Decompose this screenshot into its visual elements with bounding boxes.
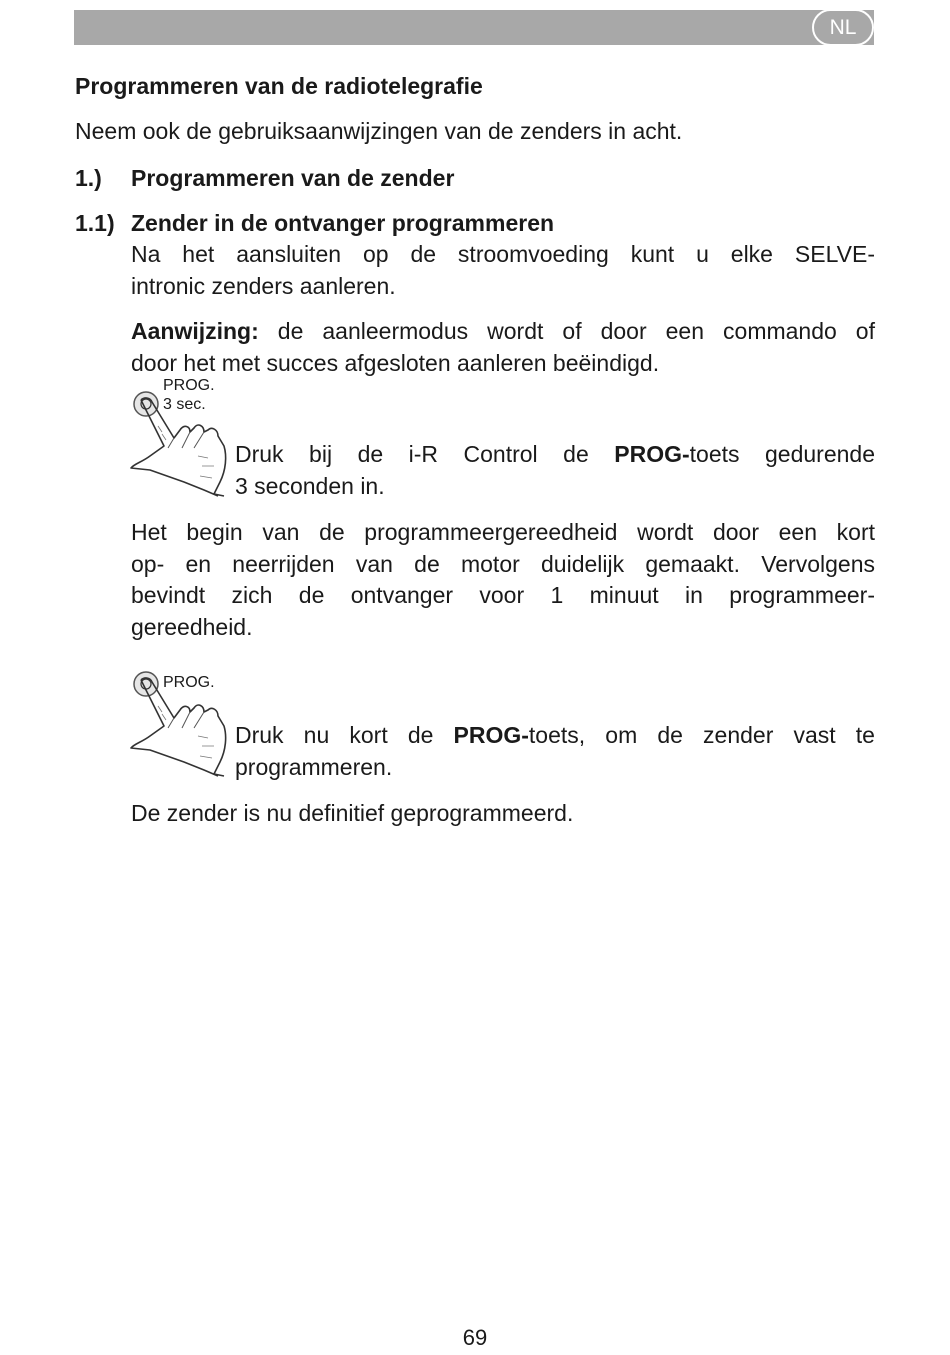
figure1-label-prog: PROG. <box>163 377 215 394</box>
note-line1-text: de aanleermodus wordt of door een commando of <box>258 318 875 344</box>
step11-line2: intronic zenders aanleren. <box>131 272 396 299</box>
instruction2-line1 <box>235 720 875 752</box>
instruction1-post: toets gedurende <box>689 441 875 467</box>
step11-number: 1.1) <box>75 210 115 236</box>
page-number: 69 <box>462 1325 488 1350</box>
figure2-label-prog: PROG. <box>163 674 215 691</box>
note-line1 <box>131 316 875 348</box>
instruction1 <box>235 439 875 502</box>
language-badge: NL <box>812 9 874 46</box>
instruction2-line2: programmeren. <box>235 753 393 780</box>
final-statement: De zender is nu definitief geprogrammeerd. <box>131 800 574 826</box>
note-line2: door het met succes afgesloten aanleren beëindigd. <box>131 349 660 376</box>
instruction2-post: toets, om de zender vast te <box>528 722 875 748</box>
step1-number: 1.) <box>75 165 102 191</box>
instruction1-bold: PROG- <box>614 441 690 467</box>
para2-line1: Het begin van de programmeergereedheid wordt door een kort <box>131 519 875 545</box>
para2-line2: op- en neerrijden van de motor duidelijk gemaakt. Vervolgens <box>131 550 875 577</box>
para2 <box>131 517 875 643</box>
step1-title: Programmeren van de zender <box>131 165 455 191</box>
instruction2-pre: Druk nu kort de <box>235 722 454 748</box>
step11-body <box>131 239 875 302</box>
intro-text: Neem ook de gebruiksaanwijzingen van de zenders in acht. <box>75 118 683 144</box>
instruction1-pre: Druk bij de i-R Control de <box>235 441 615 467</box>
hand-pressing-icon <box>128 666 228 778</box>
section-title: Programmeren van de radiotelegrafie <box>75 73 483 99</box>
instruction2 <box>235 720 875 783</box>
hand-pressing-icon <box>128 386 228 498</box>
instruction2-bold: PROG- <box>453 722 529 748</box>
para2-line4: gereedheid. <box>131 613 253 640</box>
step11-title: Zender in de ontvanger programmeren <box>131 210 555 236</box>
header-bar <box>74 10 874 45</box>
instruction1-line1 <box>235 439 875 471</box>
para2-line3: bevindt zich de ontvanger voor 1 minuut in programmeer- <box>131 582 875 608</box>
note-block <box>131 316 875 379</box>
step11-line1: Na het aansluiten op de stroomvoeding kunt u elke SELVE- <box>131 241 875 267</box>
figure1-label-time: 3 sec. <box>163 396 206 413</box>
instruction1-line2: 3 seconden in. <box>235 472 385 499</box>
note-label: Aanwijzing: <box>131 318 259 344</box>
